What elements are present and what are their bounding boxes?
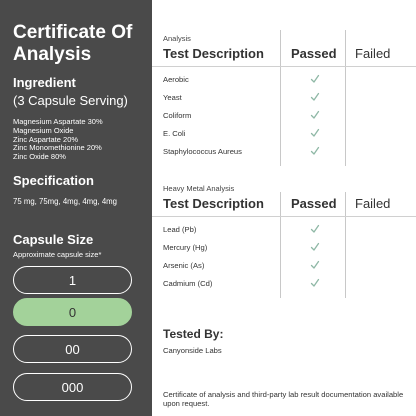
left-panel [0,0,152,416]
table-row [163,143,413,161]
capsule-size-subheading: Approximate capsule size* [13,250,102,259]
check-icon [310,260,320,270]
test-name: Staphylococcus Aureus [163,147,242,156]
specification-value: 75 mg, 75mg, 4mg, 4mg, 4mg [13,197,118,206]
specification-heading: Specification [13,173,94,188]
test-name: Cadmium (Cd) [163,279,213,288]
header-divider [152,66,416,67]
analysis-label: Analysis [163,34,191,43]
table-row [163,71,413,89]
tested-by-heading: Tested By: [163,327,224,341]
test-name: E. Coli [163,129,186,138]
table-row [163,107,413,125]
check-icon [310,224,320,234]
capsule-size-0-button[interactable]: 0 [13,298,132,326]
header-passed: Passed [291,196,337,211]
heavy-metal-header [163,194,413,214]
ingredient-heading: Ingredient [13,75,76,90]
test-name: Lead (Pb) [163,225,197,234]
table-row [163,257,413,275]
table-row [163,275,413,293]
tested-by-value: Canyonside Labs [163,346,222,355]
test-name: Arsenic (As) [163,261,205,270]
ingredient-item: Magnesium Oxide [13,125,74,135]
check-icon [310,110,320,120]
footnote: Certificate of analysis and third-party lab result documentation available upon request. [163,390,404,408]
check-icon [310,242,320,252]
right-panel [152,0,416,416]
capsule-size-heading: Capsule Size [13,232,94,247]
analysis-header [163,44,413,64]
header-passed: Passed [291,46,337,61]
ingredient-item: Zinc Oxide 80% [13,152,66,162]
table-row [163,239,413,257]
header-divider [152,216,416,217]
heavy-metal-label: Heavy Metal Analysis [163,184,235,193]
header-failed: Failed [355,196,391,211]
test-name: Aerobic [163,75,189,84]
capsule-size-000-button[interactable]: 000 [13,373,132,401]
capsule-size-1-button[interactable]: 1 [13,266,132,294]
capsule-size-00-button[interactable]: 00 [13,335,132,363]
test-name: Coliform [163,111,192,120]
table-row [163,125,413,143]
check-icon [310,128,320,138]
test-name: Mercury (Hg) [163,243,208,252]
check-icon [310,278,320,288]
check-icon [310,146,320,156]
ingredient-item: Zinc Aspartate 20% [13,134,79,144]
check-icon [310,92,320,102]
ingredient-item: Magnesium Aspartate 30% [13,117,103,126]
check-icon [310,74,320,84]
test-name: Yeast [163,93,182,102]
ingredient-item: Zinc Monomethionine 20% [13,143,102,153]
page-title: Certificate Of Analysis [13,22,133,65]
ingredient-subheading: (3 Capsule Serving) [13,93,128,108]
table-row [163,221,413,239]
table-row [163,89,413,107]
header-failed: Failed [355,46,391,61]
header-test-description: Test Description [163,46,264,61]
header-test-description: Test Description [163,196,264,211]
ingredient-list [13,118,152,162]
